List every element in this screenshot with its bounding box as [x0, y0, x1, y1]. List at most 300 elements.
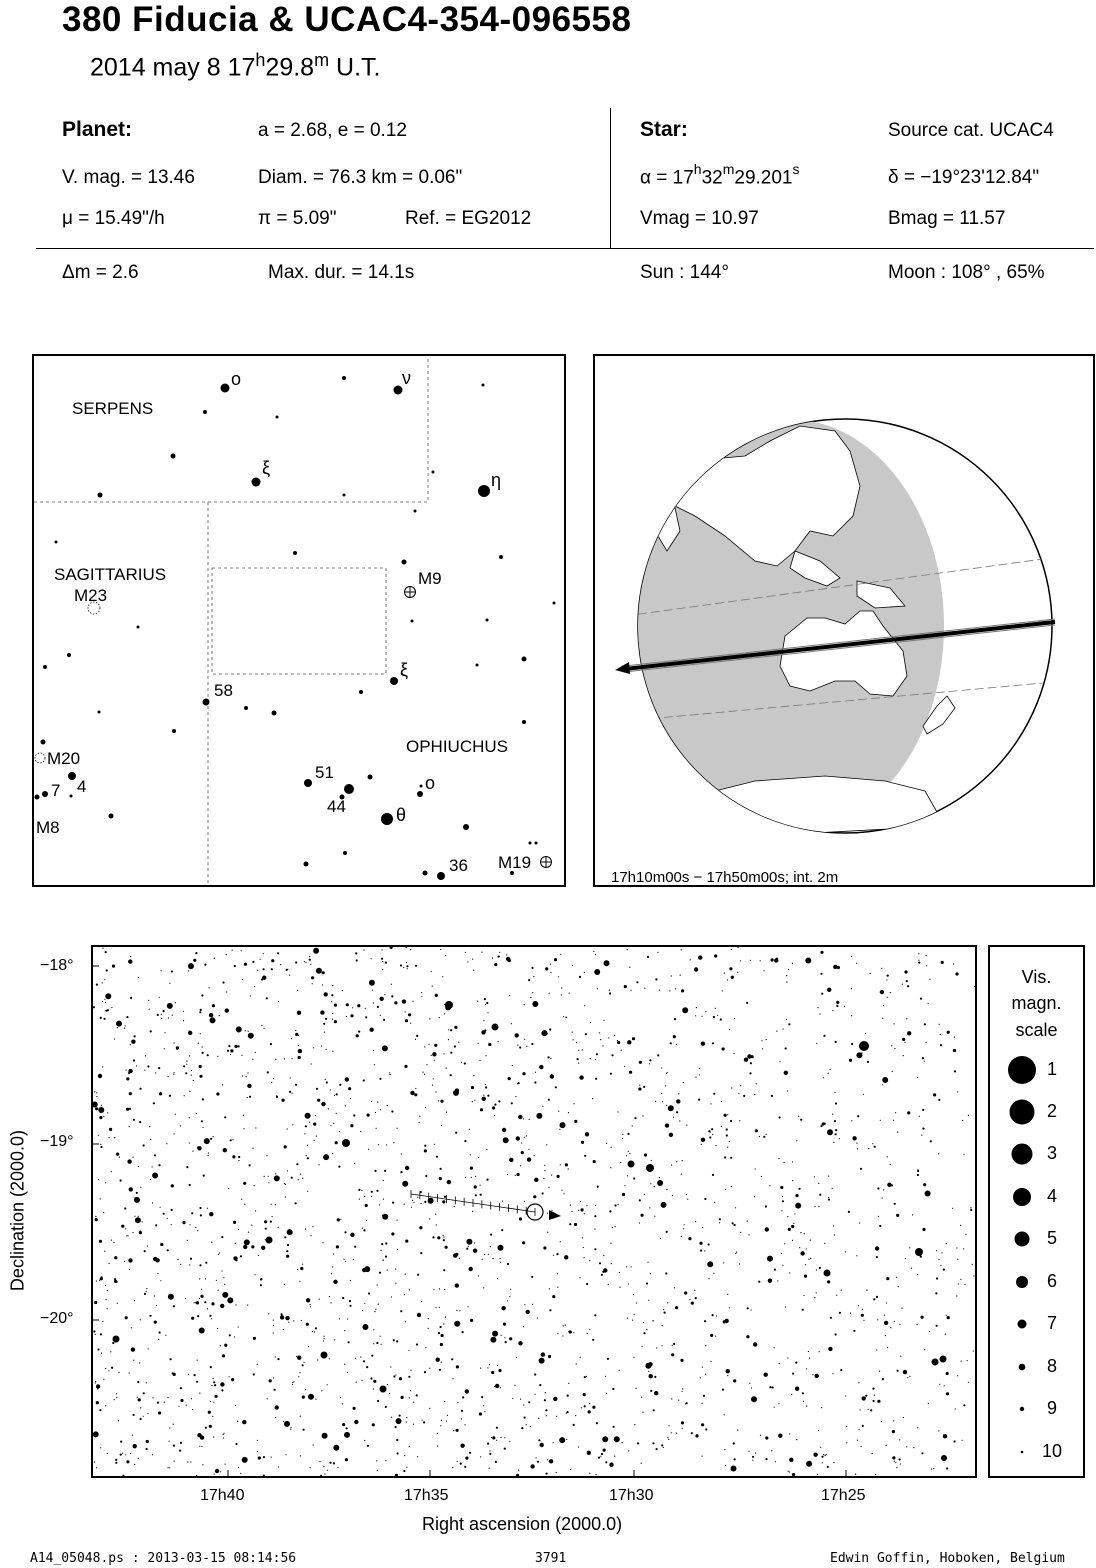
field-star	[171, 1224, 172, 1225]
field-star	[445, 955, 446, 956]
field-star	[305, 1229, 306, 1230]
field-star	[234, 965, 236, 967]
field-star	[160, 1092, 161, 1093]
field-star	[460, 1444, 464, 1448]
field-star	[225, 1008, 229, 1012]
field-star	[846, 1442, 847, 1443]
field-star	[958, 1283, 959, 1284]
field-star	[544, 1170, 545, 1171]
field-star	[524, 1304, 525, 1305]
field-star	[564, 1255, 568, 1259]
field-star	[792, 963, 793, 964]
field-star	[455, 1132, 457, 1134]
field-star	[362, 1324, 368, 1330]
field-star	[382, 961, 383, 962]
field-star	[275, 1405, 279, 1409]
field-star	[201, 994, 203, 996]
field-star	[480, 1456, 481, 1457]
field-star	[792, 1473, 795, 1476]
field-star	[275, 1417, 276, 1418]
field-star	[326, 1049, 327, 1050]
field-star	[559, 1437, 565, 1443]
field-star	[484, 1029, 486, 1031]
field-star	[384, 1170, 386, 1172]
field-star	[657, 1054, 659, 1056]
field-star	[221, 1270, 222, 1271]
field-star	[201, 1289, 202, 1290]
field-star	[905, 1258, 906, 1259]
field-star	[594, 1248, 596, 1250]
field-star	[578, 1210, 579, 1211]
field-star	[944, 1385, 945, 1386]
field-star	[834, 1120, 836, 1122]
field-star	[721, 1126, 722, 1127]
field-star	[563, 1325, 564, 1326]
field-star	[851, 956, 852, 957]
field-star	[917, 1170, 919, 1172]
field-star	[726, 1319, 728, 1321]
field-star	[204, 1138, 210, 1144]
field-star	[169, 1441, 170, 1442]
field-star	[810, 1240, 811, 1241]
field-star	[533, 976, 534, 977]
field-star	[436, 1358, 440, 1362]
field-star	[453, 1430, 454, 1431]
field-star	[94, 1461, 95, 1462]
field-star	[308, 1346, 309, 1347]
constellation-serpens: SERPENS	[72, 399, 154, 418]
field-star	[832, 1373, 833, 1374]
field-star	[406, 965, 408, 967]
field-star	[684, 1291, 687, 1294]
field-star	[343, 1259, 344, 1260]
field-star	[173, 1373, 176, 1376]
field-star	[737, 972, 738, 973]
field-star	[161, 1014, 162, 1015]
field-star	[622, 1138, 623, 1139]
field-star	[125, 1228, 126, 1229]
field-star	[515, 1033, 519, 1037]
field-star	[454, 1045, 456, 1047]
field-star	[641, 1397, 642, 1398]
field-star	[900, 1356, 901, 1357]
field-star	[333, 1253, 334, 1254]
field-star	[779, 1363, 780, 1364]
field-star	[409, 1397, 410, 1398]
field-star	[190, 1258, 192, 1260]
field-star	[320, 1475, 322, 1476]
field-star	[98, 1074, 102, 1078]
field-star	[823, 1035, 825, 1037]
field-star	[433, 1078, 434, 1079]
field-star	[539, 1358, 545, 1364]
field-star	[722, 1047, 725, 1050]
field-star	[146, 1291, 147, 1292]
field-star	[101, 1353, 102, 1354]
field-star	[722, 1389, 724, 1391]
field-star	[529, 1119, 530, 1120]
field-star	[643, 1322, 644, 1323]
field-star	[200, 1295, 203, 1298]
field-star	[337, 1218, 340, 1221]
field-star	[273, 1332, 274, 1333]
field-star	[228, 1045, 230, 1047]
field-star	[805, 958, 811, 964]
field-star	[711, 1128, 713, 1130]
field-star	[754, 1196, 755, 1197]
field-star	[553, 1397, 557, 1401]
field-star	[659, 1177, 660, 1178]
field-star	[465, 1389, 469, 1393]
field-star	[537, 1317, 538, 1318]
field-star	[223, 1433, 224, 1434]
field-star	[323, 1154, 329, 1160]
field-star	[524, 1039, 525, 1040]
field-star	[703, 1395, 705, 1397]
field-star	[819, 1013, 820, 1014]
field-star	[596, 1053, 598, 1055]
field-star	[332, 1013, 333, 1014]
field-star	[938, 1099, 940, 1101]
field-star	[185, 1298, 186, 1299]
field-star	[968, 1382, 969, 1383]
field-star	[196, 1113, 197, 1114]
field-star	[857, 1440, 858, 1441]
field-star	[747, 1307, 749, 1309]
globe-svg	[595, 356, 1093, 885]
field-star	[382, 1214, 388, 1220]
field-star	[195, 1302, 196, 1303]
field-star	[107, 1308, 108, 1309]
field-star	[806, 1461, 812, 1467]
field-star	[137, 1381, 139, 1383]
field-star	[817, 1474, 818, 1475]
field-star	[382, 1045, 388, 1051]
field-star	[926, 1042, 927, 1043]
field-star	[292, 1384, 293, 1385]
field-star	[483, 1405, 484, 1406]
field-star	[268, 1182, 269, 1183]
field-star	[684, 1224, 685, 1225]
field-star	[671, 1353, 674, 1356]
field-star	[400, 964, 402, 966]
field-star	[587, 1451, 591, 1455]
field-star	[405, 1274, 406, 1275]
field-star	[586, 1283, 588, 1285]
field-star	[464, 1466, 466, 1468]
sun-elongation: Sun : 144°	[640, 262, 729, 283]
field-star	[290, 1429, 291, 1430]
field-star	[488, 1043, 491, 1046]
field-star	[93, 1330, 95, 1332]
field-star	[410, 1091, 414, 1095]
legend-dot-1	[1008, 1056, 1036, 1084]
field-star	[114, 1256, 117, 1259]
field-star	[761, 1040, 762, 1041]
field-star	[524, 1201, 525, 1202]
field-star	[963, 1404, 965, 1406]
field-star	[516, 1357, 517, 1358]
field-star	[134, 1300, 135, 1301]
field-star	[650, 1183, 651, 1184]
field-star	[483, 1095, 484, 1096]
field-star	[973, 1275, 974, 1276]
field-star	[209, 1212, 213, 1216]
field-star	[752, 1456, 754, 1458]
field-star	[390, 1074, 391, 1075]
field-star	[894, 1321, 895, 1322]
field-star	[264, 1220, 267, 1223]
field-star	[786, 975, 787, 976]
field-star	[199, 1278, 200, 1279]
field-star	[700, 1249, 702, 1251]
field-star	[411, 1207, 412, 1208]
field-star	[904, 970, 907, 973]
field-star	[93, 1431, 99, 1437]
field-star	[933, 1468, 934, 1469]
field-star	[161, 970, 162, 971]
field-star	[627, 1133, 629, 1135]
field-star	[946, 1392, 949, 1395]
field-star	[882, 1198, 883, 1199]
field-star	[902, 984, 903, 985]
field-star	[705, 1345, 706, 1346]
field-star	[470, 1167, 473, 1170]
field-star	[168, 1467, 169, 1468]
field-star	[231, 1378, 234, 1381]
field-star	[884, 1315, 885, 1316]
field-star	[96, 1384, 100, 1388]
field-star	[416, 1394, 418, 1396]
field-star	[691, 1302, 694, 1305]
field-star	[538, 1439, 540, 1441]
field-star	[821, 1407, 822, 1408]
field-star	[545, 1409, 547, 1411]
field-star	[425, 1107, 426, 1108]
field-star	[674, 1287, 675, 1288]
field-star	[887, 1156, 888, 1157]
field-star	[260, 1278, 262, 1280]
field-star	[563, 1016, 564, 1017]
field-star	[342, 1403, 343, 1404]
field-star	[321, 1045, 322, 1046]
legend-title: Vis.	[1021, 967, 1052, 987]
field-star	[112, 965, 115, 968]
field-star	[786, 982, 787, 983]
field-star	[862, 1425, 864, 1427]
field-star	[299, 1281, 300, 1282]
field-star	[726, 1369, 730, 1373]
field-star	[252, 961, 254, 963]
field-star	[127, 1159, 131, 1163]
field-star	[590, 1058, 591, 1059]
field-star	[567, 1395, 569, 1397]
field-star	[880, 1120, 881, 1121]
field-star	[403, 967, 404, 968]
field-star	[241, 1199, 242, 1200]
field-star	[602, 1436, 608, 1442]
field-star	[506, 957, 510, 961]
field-star	[464, 1062, 466, 1064]
field-star	[851, 1043, 853, 1045]
field-star	[602, 1045, 603, 1046]
field-star	[581, 1208, 584, 1211]
field-star	[649, 1063, 650, 1064]
field-star	[856, 1255, 857, 1256]
field-star	[334, 1020, 337, 1023]
field-star	[511, 1102, 513, 1104]
field-star	[853, 1330, 855, 1332]
field-star	[454, 1206, 455, 1207]
field-star	[751, 1396, 757, 1402]
field-star	[139, 1121, 141, 1123]
legend-dot-4	[1013, 1188, 1031, 1206]
field-star	[322, 971, 325, 974]
field-star	[612, 1227, 613, 1228]
star-label: Star:	[640, 118, 688, 141]
field-star	[298, 1056, 301, 1059]
field-star	[787, 1090, 788, 1091]
field-star	[197, 1146, 199, 1148]
field-star	[493, 1258, 494, 1259]
field-star	[523, 1404, 524, 1405]
field-star	[112, 1342, 114, 1344]
field-star	[641, 1463, 642, 1464]
field-star	[356, 1034, 359, 1037]
field-star	[872, 1453, 873, 1454]
field-star	[560, 1241, 561, 1242]
field-star	[549, 993, 550, 994]
field-star	[344, 1231, 346, 1233]
field-star	[402, 999, 406, 1003]
field-star	[464, 1424, 465, 1425]
field-star	[282, 1099, 285, 1102]
field-star	[759, 1136, 760, 1137]
field-star	[540, 1443, 544, 1447]
field-star	[818, 1206, 819, 1207]
field-star	[217, 1328, 218, 1329]
field-star	[755, 1129, 758, 1132]
field-star	[639, 1085, 640, 1086]
field-star	[266, 997, 268, 999]
field-star	[568, 1383, 569, 1384]
field-star	[765, 1458, 767, 1460]
field-star	[954, 1070, 956, 1072]
field-star	[589, 1403, 590, 1404]
field-star	[819, 1267, 821, 1269]
field-star	[105, 993, 111, 999]
legend-mag-label: 9	[1047, 1398, 1058, 1418]
field-star	[390, 1366, 391, 1367]
field-star	[284, 1145, 287, 1148]
field-star	[428, 1318, 429, 1319]
moon-elongation: Moon : 108° , 65%	[888, 262, 1045, 283]
field-star	[873, 1400, 875, 1402]
field-star	[495, 1384, 499, 1388]
field-star	[712, 1314, 714, 1316]
field-star	[545, 967, 548, 970]
field-star	[947, 1316, 950, 1319]
field-star	[822, 1462, 823, 1463]
field-star	[267, 1071, 269, 1073]
field-star	[748, 1234, 749, 1235]
field-star	[509, 1337, 512, 1340]
field-star	[126, 1016, 128, 1018]
field-star	[496, 1427, 498, 1429]
field-star	[199, 1207, 201, 1209]
field-star	[363, 949, 364, 950]
field-star	[420, 1252, 422, 1254]
field-star	[892, 1456, 895, 1459]
field-star	[377, 1400, 379, 1402]
field-star	[782, 1200, 784, 1202]
globe-caption: 17h10m00s − 17h50m00s; int. 2m	[611, 869, 839, 885]
field-star	[554, 958, 557, 961]
field-star	[551, 1210, 552, 1211]
field-star	[955, 972, 958, 975]
field-star	[169, 1467, 170, 1468]
field-star	[429, 1368, 430, 1369]
field-star	[636, 1388, 637, 1389]
field-star	[409, 1289, 410, 1290]
field-star	[397, 1220, 398, 1221]
field-star	[128, 959, 132, 963]
field-star	[437, 1446, 438, 1447]
label-xi: ξ	[400, 660, 409, 680]
field-star	[439, 1369, 441, 1371]
field-star	[827, 1466, 829, 1468]
field-star	[795, 1203, 801, 1209]
field-star	[353, 1407, 356, 1410]
field-star	[792, 1240, 793, 1241]
field-star	[391, 1110, 393, 1112]
field-star	[523, 1118, 524, 1119]
field-star	[131, 1040, 135, 1044]
field-star	[606, 1393, 607, 1394]
field-star	[94, 1091, 95, 1092]
field-star	[261, 1025, 262, 1026]
field-star	[622, 1193, 625, 1196]
field-star	[306, 1155, 307, 1156]
field-star	[478, 1043, 479, 1044]
field-star	[139, 1231, 142, 1234]
field-star	[729, 1307, 730, 1308]
field-star	[446, 1068, 447, 1069]
field-star	[298, 1045, 299, 1046]
field-star	[459, 1310, 460, 1311]
field-star	[102, 1321, 103, 1322]
field-star	[346, 1003, 349, 1006]
field-star	[455, 1253, 458, 1256]
field-star	[189, 1055, 190, 1056]
field-star	[504, 1437, 505, 1438]
field-star	[903, 1055, 904, 1056]
field-star	[671, 1398, 672, 1399]
field-star	[708, 1278, 709, 1279]
field-star	[336, 1113, 337, 1114]
field-star	[585, 1132, 589, 1136]
field-star	[652, 1320, 653, 1321]
field-star	[739, 1120, 740, 1121]
field-star	[222, 981, 224, 983]
field-star	[246, 1076, 247, 1077]
field-star	[229, 1334, 231, 1336]
field-star	[199, 1075, 202, 1078]
field-star	[94, 1301, 97, 1304]
field-star	[234, 1045, 237, 1048]
field-star	[426, 1064, 427, 1065]
field-star	[569, 993, 570, 994]
